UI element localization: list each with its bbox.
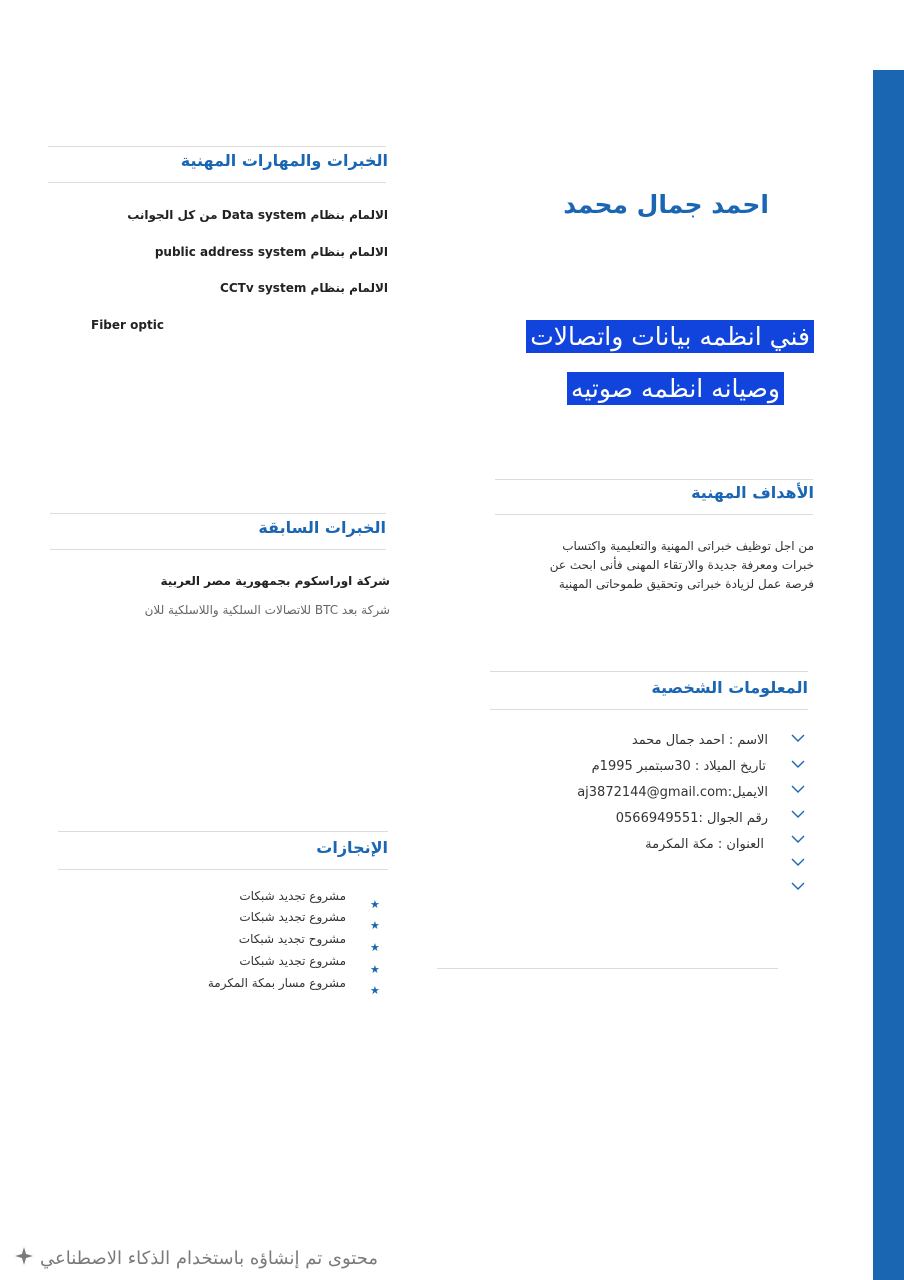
chevron-down-icon xyxy=(789,833,807,848)
chevron-down-icon xyxy=(789,783,807,798)
experience-detail: شركة بعد BTC للاتصالات السلكية واللاسلكية للان xyxy=(144,603,390,617)
objectives-bottom-rule xyxy=(495,514,813,515)
achievement-item: مشروع تجديد شبكات xyxy=(239,910,346,924)
ai-watermark xyxy=(14,1246,378,1270)
skills-heading: الخبرات والمهارات المهنية xyxy=(180,151,388,170)
star-bullet-icon: ★ xyxy=(370,919,380,932)
personal-end-rule xyxy=(437,968,778,969)
info-name: الاسم : احمد جمال محمد xyxy=(631,733,768,748)
experience-bottom-rule xyxy=(50,549,386,550)
star-bullet-icon: ★ xyxy=(370,941,380,954)
side-accent-bar xyxy=(873,70,904,1280)
star-bullet-icon: ★ xyxy=(370,898,380,911)
job-title-text-2: وصيانه انظمه صوتيه xyxy=(567,372,784,405)
sparkle-icon xyxy=(14,1246,34,1270)
candidate-name: احمد جمال محمد xyxy=(563,190,769,219)
personal-heading: المعلومات الشخصية xyxy=(651,678,808,697)
info-address: العنوان : مكة المكرمة xyxy=(645,837,764,852)
job-title-line-2 xyxy=(567,372,784,406)
objectives-line: خبرات ومعرفة جديدة والارتقاء المهنى فأنى ابحث عن xyxy=(549,558,814,572)
skill-item: الالمام بنظام Data system من كل الجوانب xyxy=(127,208,388,222)
skill-item: الالمام بنظام CCTv system xyxy=(220,281,388,295)
watermark-text: محتوى تم إنشاؤه باستخدام الذكاء الاصطناعي xyxy=(40,1247,379,1269)
chevron-down-icon xyxy=(789,856,807,871)
achievements-bottom-rule xyxy=(58,869,388,870)
chevron-down-icon xyxy=(789,808,807,823)
objectives-heading: الأهداف المهنية xyxy=(691,483,814,502)
objectives-line: فرصة عمل لزيادة خبراتى وتحقيق طموحاتى المهنية xyxy=(558,577,814,591)
personal-bottom-rule xyxy=(490,709,808,710)
personal-top-rule xyxy=(490,671,808,672)
skills-top-rule xyxy=(48,146,386,147)
job-title-text-1: فني انظمه بيانات واتصالات xyxy=(526,320,814,353)
job-title-line-1 xyxy=(526,320,814,354)
objectives-text xyxy=(494,537,814,594)
chevron-down-icon xyxy=(789,732,807,747)
achievements-heading: الإنجازات xyxy=(316,838,388,857)
skills-bottom-rule xyxy=(48,182,386,183)
chevron-down-icon xyxy=(789,880,807,895)
experience-top-rule xyxy=(50,513,386,514)
objectives-line: من اجل توظيف خبراتى المهنية والتعليمية واكتساب xyxy=(562,539,814,553)
skill-item: الالمام بنظام public address system xyxy=(154,245,388,259)
objectives-top-rule xyxy=(495,479,813,480)
skill-item: Fiber optic xyxy=(91,318,164,332)
chevron-down-icon xyxy=(789,758,807,773)
achievement-item: مشروع تجديد شبكات xyxy=(239,889,346,903)
achievement-item: مشروح تجديد شبكات xyxy=(238,932,346,946)
info-email: الايميل:aj3872144@gmail.com xyxy=(577,785,768,800)
experience-company: شركة اوراسكوم بجمهورية مصر العربية xyxy=(160,574,390,588)
star-bullet-icon: ★ xyxy=(370,963,380,976)
achievement-item: مشروع مسار بمكة المكرمة xyxy=(207,976,346,990)
star-bullet-icon: ★ xyxy=(370,984,380,997)
achievements-top-rule xyxy=(58,831,388,832)
info-phone: رقم الجوال :0566949551 xyxy=(615,811,768,826)
experience-heading: الخبرات السابقة xyxy=(258,518,386,537)
info-birthdate: تاريخ الميلاد : 30سبتمبر 1995م xyxy=(591,759,766,774)
achievement-item: مشروع تجديد شبكات xyxy=(239,954,346,968)
